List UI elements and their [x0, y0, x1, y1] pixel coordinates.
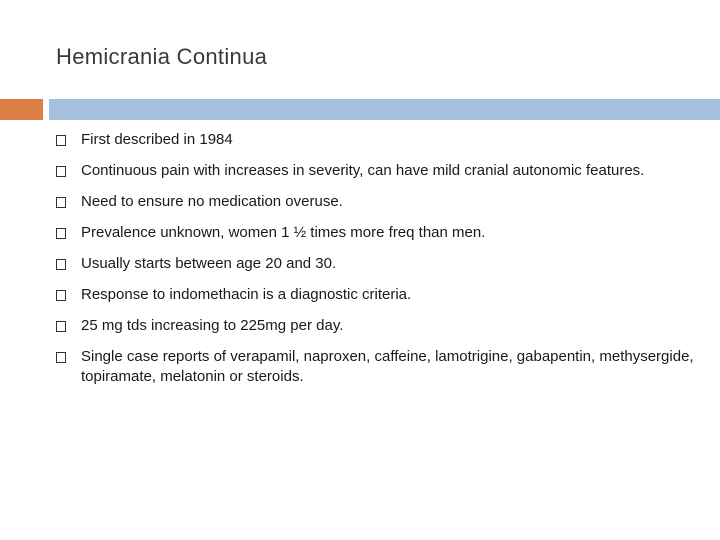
- square-bullet-icon: [56, 321, 66, 332]
- list-item: [56, 254, 696, 274]
- bullet-text: 25 mg tds increasing to 225mg per day.: [81, 317, 344, 334]
- bullet-text: Continuous pain with increases in severity, can have mild cranial autonomic features.: [81, 162, 645, 179]
- title-underline-bar: [49, 99, 720, 120]
- bullet-text: Response to indomethacin is a diagnostic criteria.: [81, 286, 412, 303]
- list-item: [56, 347, 696, 387]
- square-bullet-icon: [56, 228, 66, 239]
- square-bullet-icon: [56, 259, 66, 270]
- bullet-text: Prevalence unknown, women 1 ½ times more freq than men.: [81, 224, 486, 241]
- square-bullet-icon: [56, 352, 66, 363]
- list-item: [56, 130, 696, 150]
- square-bullet-icon: [56, 290, 66, 301]
- accent-bar: [0, 99, 43, 120]
- bullet-text: First described in 1984: [81, 131, 233, 148]
- square-bullet-icon: [56, 166, 66, 177]
- slide-title: Hemicrania Continua: [56, 44, 268, 69]
- bullet-list: [56, 130, 696, 398]
- bullet-text: Need to ensure no medication overuse.: [81, 193, 343, 210]
- square-bullet-icon: [56, 197, 66, 208]
- square-bullet-icon: [56, 135, 66, 146]
- bullet-text: Single case reports of verapamil, naproxen, caffeine, lamotrigine, gabapentin, methysergide, topiramate, melatonin or steroids.: [81, 348, 694, 385]
- bullet-text: Usually starts between age 20 and 30.: [81, 255, 337, 272]
- list-item: [56, 316, 696, 336]
- list-item: [56, 285, 696, 305]
- list-item: [56, 161, 696, 181]
- list-item: [56, 223, 696, 243]
- list-item: [56, 192, 696, 212]
